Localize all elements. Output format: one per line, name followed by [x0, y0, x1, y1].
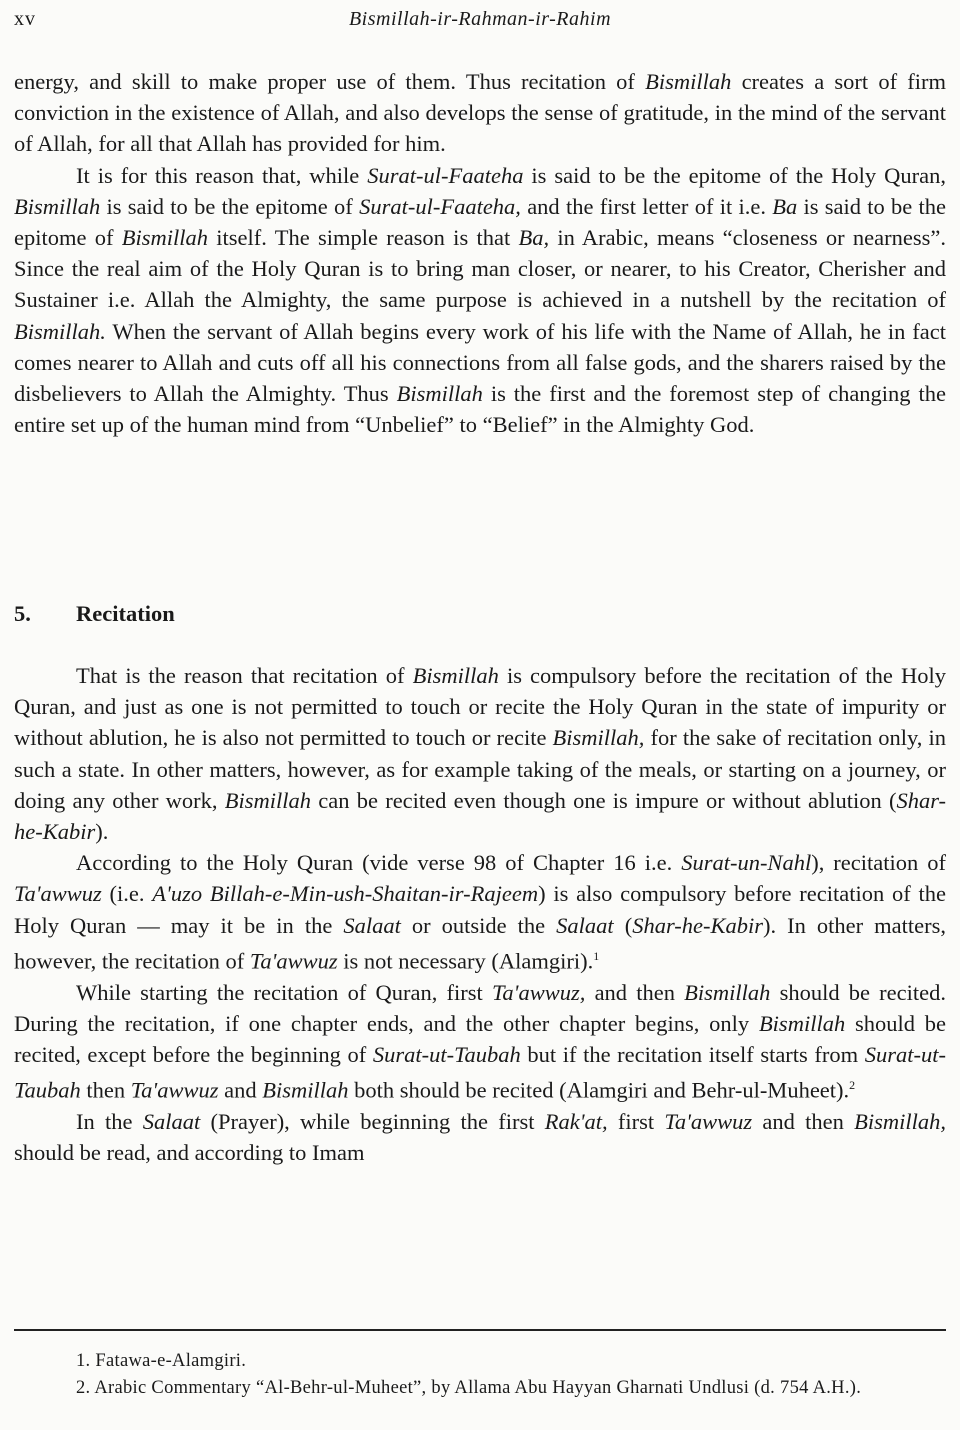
footnote-divider: [14, 1329, 946, 1331]
italic-term: Surat-ut-Taubah: [14, 1041, 946, 1103]
italic-term: Surat-un-Nahl: [681, 850, 812, 876]
running-title: Bismillah-ir-Rahman-ir-Rahim: [348, 8, 612, 30]
italic-term: Bismillah: [262, 1077, 349, 1103]
text-run: can be recited even though one is impure or without ablution (: [311, 787, 897, 813]
italic-term: Bismillah,: [552, 725, 645, 751]
italic-term: Salaat: [142, 1108, 201, 1134]
italic-term: Ta'awwuz: [664, 1108, 753, 1134]
footnote-2: 2. Arabic Commentary “Al-Behr-ul-Muheet”, by Allama Abu Hayyan Gharnati Undlusi (d. 754 A.H.).: [76, 1378, 862, 1398]
italic-term: Bismillah: [684, 979, 771, 1005]
text-run: itself. The simple reason is that: [208, 225, 519, 251]
italic-term: Bismillah: [412, 663, 499, 688]
text-run: While starting the recitation of Quran, first: [76, 979, 492, 1005]
paragraph: [14, 66, 946, 160]
italic-term: Bismillah: [121, 225, 208, 251]
italic-term: Shar-he-Kabir: [632, 912, 763, 938]
text-run: or outside the: [400, 912, 557, 938]
text-run: ). In other matters, however, the recitation of: [14, 912, 946, 974]
italic-term: Ta'awwuz: [14, 881, 102, 907]
text-run: (Prayer), while beginning the first: [200, 1108, 545, 1134]
italic-term: Bismillah: [758, 1010, 846, 1036]
italic-term: Ba,: [518, 225, 550, 251]
italic-term: Bismillah: [645, 69, 732, 94]
italic-term: Ta'awwuz,: [491, 979, 586, 1005]
section-recitation-body: [14, 660, 946, 1168]
text-run: should be read, and according to Imam: [14, 1140, 365, 1166]
italic-term: Shar-he-Kabir: [14, 787, 947, 845]
text-run: ), recitation of: [811, 850, 946, 876]
section-continuation: [14, 66, 946, 440]
footnote-1: 1. Fatawa-e-Alamgiri.: [76, 1351, 247, 1371]
text-run: (: [613, 912, 633, 938]
text-run: in Arabic, means “closeness or nearness”. Since the real aim of the Holy Quran is to bring man closer, or nearer, to his Creator, Cherisher and Sustainer i.e. Allah the Almighty, the same purpose is achieved in a nutshell by the recitation of: [14, 225, 946, 313]
text-run: and then: [752, 1108, 855, 1134]
text-run: creates a sort of firm conviction in the existence of Allah, and also develops the sense of gratitude, in the mind of the servant of Allah, for all that Allah has provided for him.: [14, 69, 946, 157]
italic-term: A'uzo Billah-e-Min-ush-Shaitan-ir-Rajeem: [152, 881, 539, 907]
footnote-ref: 2: [849, 1078, 856, 1093]
paragraph: [14, 160, 946, 441]
italic-term: Bismillah,: [854, 1108, 946, 1134]
text-run: ) is also compulsory before recitation of the Holy Quran — may it be in the: [14, 881, 946, 938]
text-run: then: [80, 1077, 131, 1103]
italic-term: Salaat: [556, 912, 614, 938]
text-run: (i.e.: [101, 881, 153, 907]
italic-term: Surat-ul-Faateha,: [359, 193, 521, 219]
text-run: should be recited, except before the beginning of: [14, 1010, 946, 1067]
italic-term: Rak'at,: [544, 1108, 608, 1134]
text-run: both should be recited (Alamgiri and Behr-ul-Muheet).: [348, 1077, 850, 1103]
footnotes: [14, 1348, 946, 1402]
text-run: is said to be the epitome of: [100, 193, 360, 219]
italic-term: Ta'awwuz: [130, 1077, 219, 1103]
text-run: is not necessary (Alamgiri).: [337, 948, 594, 974]
footnote-ref: 1: [593, 948, 600, 963]
paragraph: [14, 1106, 946, 1168]
text-run: and the first letter of it i.e.: [520, 193, 773, 219]
paragraph: [14, 977, 946, 1106]
section-number: 5.: [14, 601, 31, 626]
text-run: is said to be the epitome of: [14, 193, 947, 251]
text-run: and then: [585, 979, 685, 1005]
text-run: but if the recitation itself starts from: [520, 1041, 865, 1067]
text-run: is said to be the epitome of the Holy Quran,: [523, 162, 946, 188]
text-run: That is the reason that recitation of: [76, 663, 413, 688]
italic-term: Ta'awwuz: [249, 948, 338, 974]
italic-term: Ba: [772, 193, 798, 219]
text-run: is the first and the foremost step of changing the entire set up of the human mind from “Unbelief” to “Belief” in the Almighty God.: [14, 381, 946, 438]
text-run: ).: [95, 819, 109, 845]
text-run: first: [607, 1108, 665, 1134]
paragraph: [14, 847, 946, 976]
section-heading: [14, 598, 175, 629]
section-title: Recitation: [76, 601, 175, 626]
text-run: When the servant of Allah begins every work of his life with the Name of Allah, he in fact comes nearer to Allah and cuts off all his connections from all false gods, and the sharers raised by the disbelievers to Allah the Almighty. Thus: [14, 318, 946, 407]
text-run: energy, and skill to make proper use of them. Thus recitation of: [14, 69, 646, 94]
page-number: xv: [14, 8, 36, 30]
text-run: According to the Holy Quran (vide verse 98 of Chapter 16 i.e.: [76, 850, 682, 876]
italic-term: Bismillah.: [14, 318, 106, 344]
text-run: It is for this reason that, while: [76, 162, 368, 188]
italic-term: Bismillah: [396, 381, 483, 407]
italic-term: Salaat: [343, 912, 401, 938]
paragraph: [14, 660, 946, 847]
text-run: should be recited. During the recitation, if one chapter ends, and the other chapter begins, only: [14, 979, 947, 1036]
text-run: for the sake of recitation only, in such a state. In other matters, however, as for example taking of the meals, or starting on a journey, or doing any other work,: [14, 725, 946, 813]
italic-term: Bismillah: [14, 193, 101, 219]
text-run: is compulsory before the recitation of the Holy Quran, and just as one is not permitted to touch or recite the Holy Quran in the state of impurity or without ablution, he is also not permitted to touch or recite: [14, 663, 946, 751]
text-run: In the: [76, 1108, 143, 1134]
italic-term: Surat-ul-Faateha: [367, 162, 524, 188]
text-run: and: [218, 1077, 263, 1103]
page-header: [14, 4, 946, 34]
italic-term: Surat-ut-Taubah: [372, 1041, 521, 1067]
italic-term: Bismillah: [224, 787, 312, 813]
